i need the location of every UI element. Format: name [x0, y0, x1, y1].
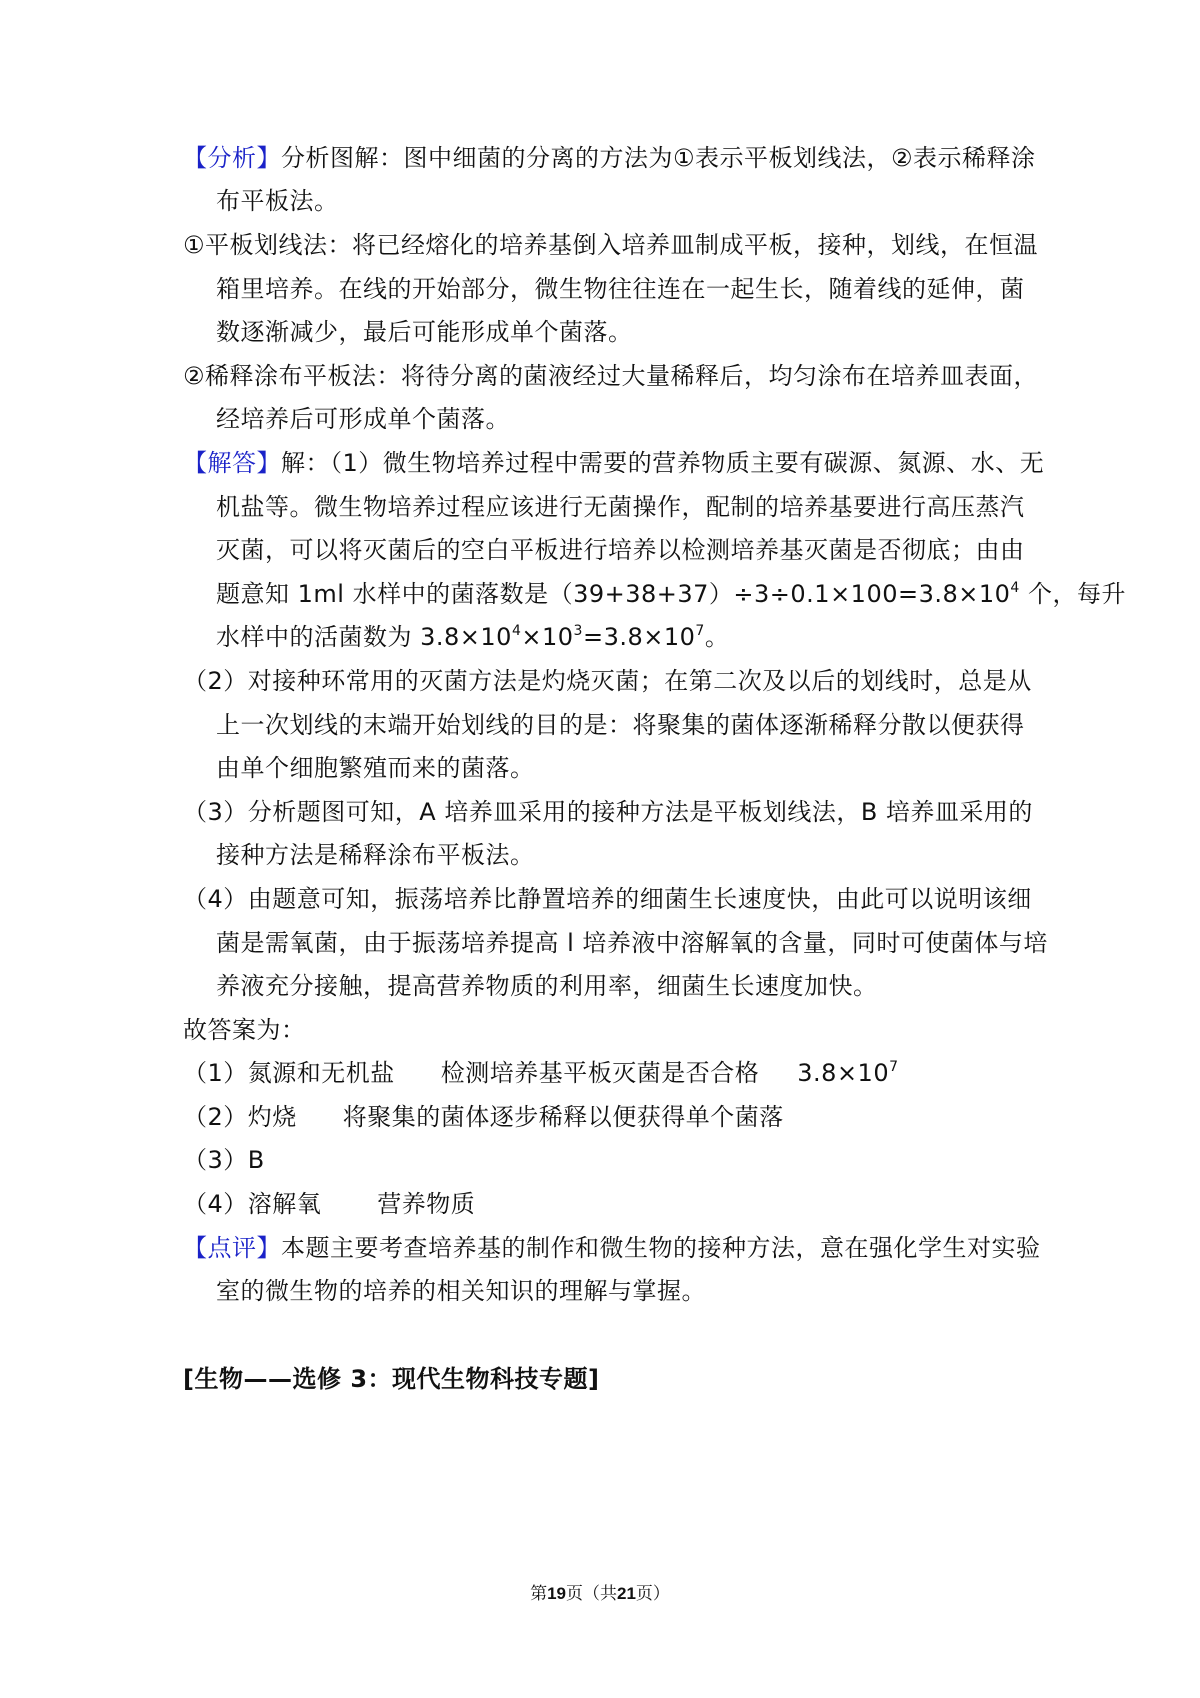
answer-q1-result: 水样中的活菌数为 $3.8\times 10^4\times 10^3=3.8\times 10^7$。 [216, 623, 730, 651]
answer-paragraph [183, 446, 1044, 480]
analysis-paragraph [183, 141, 1036, 175]
page-total: 21 [617, 1584, 636, 1603]
final-answer-1: （1）氮源和无机盐 检测培养基平板灭菌是否合格 $3.8\times 10^7$ [183, 1059, 899, 1087]
answer-q1-text-cont: 灭菌，可以将灭菌后的空白平板进行培养以检测培养基灭菌是否彻底；由由 [216, 536, 1025, 564]
page-number: 19 [547, 1584, 566, 1603]
analysis-text-cont: 布平板法。 [216, 187, 339, 215]
answer-q1-text: 解：（1）微生物培养过程中需要的营养物质主要有碳源、氮源、水、无 [281, 449, 1045, 477]
answer-q2-text-cont: 上一次划线的末端开始划线的目的是：将聚集的菌体逐渐稀释分散以便获得 [216, 711, 1025, 739]
answer-q2-text: （2）对接种环常用的灭菌方法是灼烧灭菌；在第二次及以后的划线时，总是从 [183, 667, 1032, 695]
analysis-text: 分析图解：图中细菌的分离的方法为①表示平板划线法，②表示稀释涂 [281, 144, 1036, 172]
answer-q2-text-cont: 由单个细胞繁殖而来的菌落。 [216, 754, 535, 782]
method2-text-cont: 经培养后可形成单个菌落。 [216, 405, 510, 433]
section-title: [生物——选修 3：现代生物科技专题] [183, 1365, 600, 1393]
method1-text: ①平板划线法：将已经熔化的培养基倒入培养皿制成平板，接种，划线，在恒温 [183, 231, 1039, 259]
exponent: 7 [695, 623, 705, 639]
final-answer-3: （3）B [183, 1146, 265, 1174]
answer-tag: 【解答】 [183, 449, 281, 477]
final-answer-heading: 故答案为： [183, 1016, 306, 1044]
exponent: 4 [1010, 580, 1020, 596]
method1-text-cont: 箱里培养。在线的开始部分，微生物往往连在一起生长，随着线的延伸，菌 [216, 275, 1025, 303]
comment-tag: 【点评】 [183, 1234, 281, 1262]
final-answer-2: （2）灼烧 将聚集的菌体逐步稀释以便获得单个菌落 [183, 1103, 784, 1131]
answer-q1-calculation: 题意知 1ml 水样中的菌落数是$(39+38+37)\div 3\div 0.1\times 100=3.8\times 10^4$ 个，每升 [216, 580, 1126, 608]
comment-text-cont: 室的微生物的培养的相关知识的理解与掌握。 [216, 1277, 706, 1305]
exponent: 3 [573, 623, 583, 639]
analysis-tag: 【分析】 [183, 144, 281, 172]
method1-text-cont: 数逐渐减少，最后可能形成单个菌落。 [216, 318, 633, 346]
comment-text: 本题主要考查培养基的制作和微生物的接种方法，意在强化学生对实验 [281, 1234, 1041, 1262]
page-footer: 第19页（共21页） [530, 1584, 670, 1604]
answer-q3-text: （3）分析题图可知，A 培养皿采用的接种方法是平板划线法，B 培养皿采用的 [183, 798, 1033, 826]
method2-text: ②稀释涂布平板法：将待分离的菌液经过大量稀释后，均匀涂布在培养皿表面， [183, 362, 1039, 390]
answer-q4-text-cont: 菌是需氧菌，由于振荡培养提高 l 培养液中溶解氧的含量，同时可使菌体与培 [216, 929, 1048, 957]
answer-q4-text-cont: 养液充分接触，提高营养物质的利用率，细菌生长速度加快。 [216, 972, 878, 1000]
answer-q4-text: （4）由题意可知，振荡培养比静置培养的细菌生长速度快，由此可以说明该细 [183, 885, 1032, 913]
comment-paragraph [183, 1231, 1041, 1265]
answer-q1-text-cont: 机盐等。微生物培养过程应该进行无菌操作，配制的培养基要进行高压蒸汽 [216, 493, 1025, 521]
exponent: 4 [511, 623, 522, 639]
final-answer-4: （4）溶解氧 营养物质 [183, 1190, 476, 1218]
exponent: 7 [889, 1059, 899, 1075]
answer-q3-text-cont: 接种方法是稀释涂布平板法。 [216, 841, 535, 869]
